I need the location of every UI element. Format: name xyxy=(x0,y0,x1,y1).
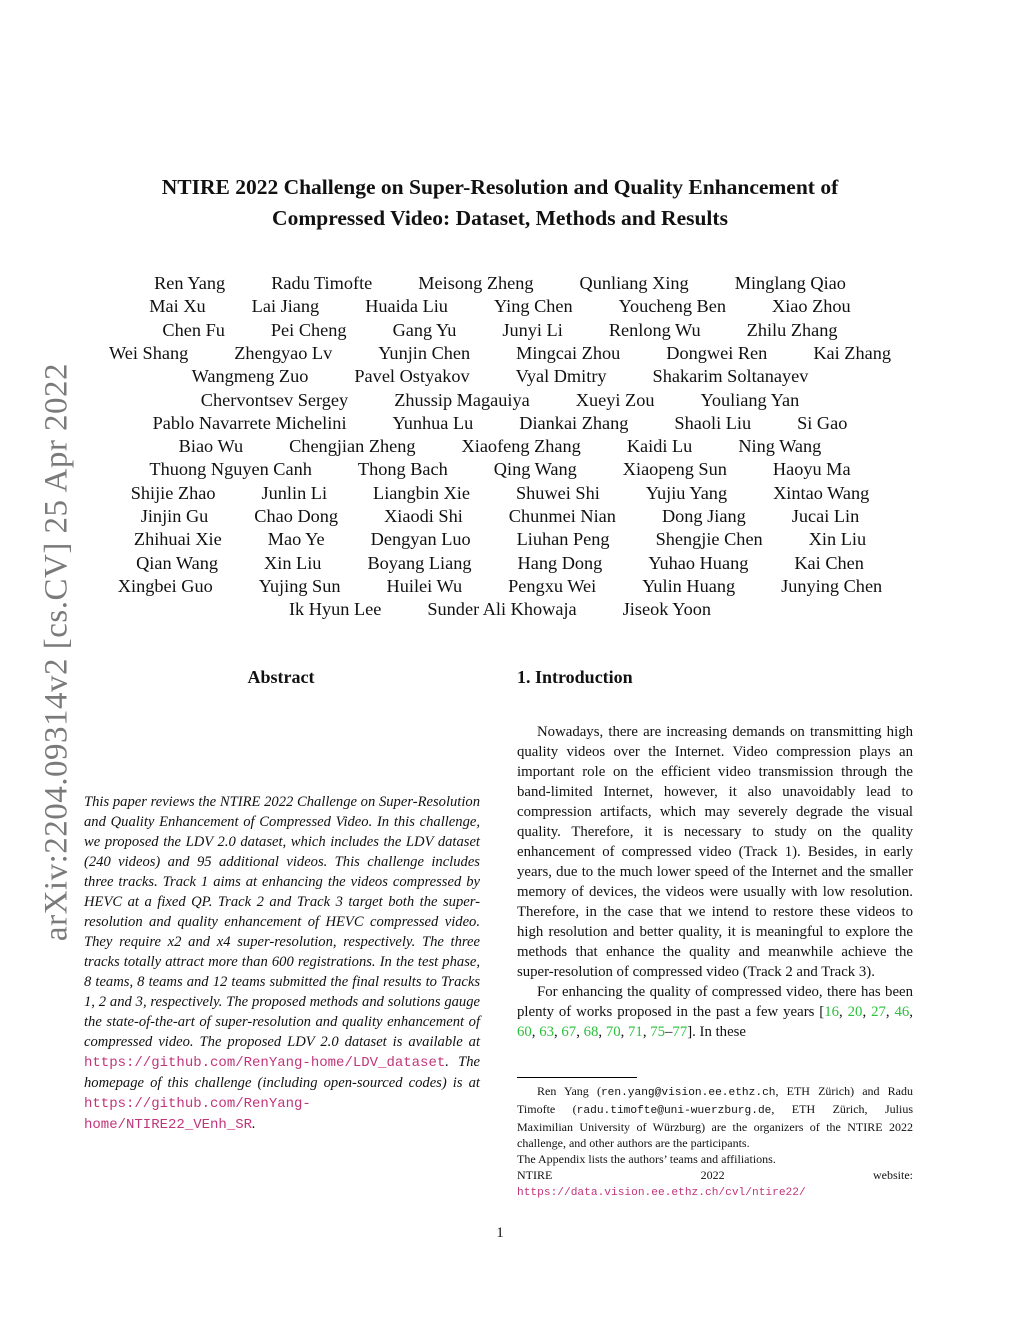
author-name: Chen Fu xyxy=(162,319,225,340)
author-name: Pei Cheng xyxy=(270,319,347,340)
author-name: Boyang Liang xyxy=(367,552,472,573)
author-name: Radu Timofte xyxy=(271,273,373,293)
author-name: Xiaodi Shi xyxy=(384,506,463,526)
author-name: Chengjian Zheng xyxy=(289,436,416,457)
author-name: Thong Bach xyxy=(357,459,448,480)
abstract-text: This paper reviews the NTIRE 2022 Challenge on Super-Resolution and Quality Enhancement of Compressed Video. In this challenge, we proposed the LDV 2.0 dataset, which includes the LDV dataset (240 videos) and 95 additional videos. This challenge includes three tracks. Track 1 aims at enhancing the videos compressed by HEVC at a fixed QP. Track 2 and Track 3 target both the super-resolution and quality enhancement of HEVC compressed video. They require x2 and x4 super-resolution, respectively. The three tracks totally attract more than 600 registrations. In the test phase, 8 teams, 8 teams and 12 teams submitted the final results to Tracks 1, 2 and 3, respectively. The proposed methods and solutions gauge the state-of-the-art of super-resolution and quality enhancement of compressed video. The proposed LDV 2.0 dataset is available at xyxy=(84,794,480,1050)
abstract-text-2: . The homepage of this challenge (including open-sourced codes) is at xyxy=(84,1054,480,1091)
author-name: Mai Xu xyxy=(149,296,206,317)
author-name: Jiseok Yoon xyxy=(622,599,712,620)
author-name: Ik Hyun Lee xyxy=(288,599,382,620)
abstract-heading: Abstract xyxy=(247,667,315,687)
arxiv-side-stamp: arXiv:2204.09314v2 [cs.CV] 25 Apr 2022 xyxy=(38,362,75,942)
author-row xyxy=(0,435,1000,457)
author-name: Ning Wang xyxy=(738,436,822,457)
author-row xyxy=(0,482,1000,504)
citation-link[interactable]: 46 xyxy=(894,1004,910,1020)
author-name: Pengxu Wei xyxy=(508,575,597,596)
author-row xyxy=(0,412,1000,434)
citation-link[interactable]: 77 xyxy=(672,1024,688,1040)
author-name: Qunliang Xing xyxy=(579,273,689,293)
citation-link[interactable]: 70 xyxy=(605,1024,621,1040)
footnote-rule xyxy=(517,1077,637,1078)
author-name: Junyi Li xyxy=(502,319,563,340)
author-name: Ying Chen xyxy=(493,296,573,317)
abstract-text-3: . xyxy=(252,1116,256,1132)
fn-website-label: NTIRE 2022 website: xyxy=(517,1168,913,1182)
homepage-link[interactable]: https://github.com/RenYang-home/NTIRE22_VEnh_SR xyxy=(84,1096,311,1133)
author-name: Chunmei Nian xyxy=(508,506,616,526)
author-name: Liangbin Xie xyxy=(373,482,470,503)
author-name: Chervontsev Sergey xyxy=(200,389,349,410)
author-row xyxy=(0,528,1000,550)
author-row xyxy=(0,598,1000,620)
author-name: Xiaopeng Sun xyxy=(622,459,727,480)
author-name: Xiaofeng Zhang xyxy=(461,436,581,457)
author-name: Dengyan Luo xyxy=(370,529,471,550)
author-name: Pablo Navarrete Michelini xyxy=(152,412,347,433)
author-name: Mao Ye xyxy=(267,529,325,550)
title-line-1: NTIRE 2022 Challenge on Super-Resolution and Quality Enhancement of xyxy=(161,175,839,199)
author-name: Youliang Yan xyxy=(700,389,800,410)
author-name: Yuhao Huang xyxy=(648,552,749,573)
citation-list: 16, 20, 27, 46, 60, 63, 67, 68, 70, 71, 75–77 xyxy=(517,1004,913,1040)
author-row xyxy=(0,342,1000,364)
author-name: Wangmeng Zuo xyxy=(191,366,309,387)
citation-link[interactable]: 27 xyxy=(871,1004,886,1020)
author-name: Zhengyao Lv xyxy=(234,342,333,363)
author-name: Yujiu Yang xyxy=(645,482,728,503)
author-name: Huaida Liu xyxy=(365,296,448,317)
author-name: Xingbei Guo xyxy=(117,575,213,596)
author-row xyxy=(0,365,1000,387)
author-name: Gang Yu xyxy=(392,319,457,340)
introduction-heading: 1. Introduction xyxy=(517,667,633,687)
author-name: Hang Dong xyxy=(517,552,603,573)
author-name: Xin Liu xyxy=(264,552,322,573)
author-name: Zhussip Magauiya xyxy=(394,389,530,410)
citation-link[interactable]: 75 xyxy=(650,1024,666,1040)
fn-text: , ETH Zürich, Julius Maximilian University of Würzburg) are the organizers of the NTIRE 2022 challenge, and other authors are the participants. xyxy=(517,1102,913,1150)
author-name: Shakarim Soltanayev xyxy=(652,366,809,387)
citation-link[interactable]: 20 xyxy=(847,1004,863,1020)
email-radu-timofte[interactable]: radu.timofte@uni-wuerzburg.de xyxy=(576,1105,772,1117)
author-name: Pavel Ostyakov xyxy=(354,366,470,387)
author-name: Xin Liu xyxy=(808,529,867,550)
title-line-2: Compressed Video: Dataset, Methods and Results xyxy=(272,206,728,230)
intro-paragraph-2-end: ]. In these xyxy=(687,1024,746,1040)
author-name: Si Gao xyxy=(797,412,848,433)
author-name: Yulin Huang xyxy=(642,575,736,596)
fn-text: Ren Yang ( xyxy=(537,1084,601,1098)
author-row xyxy=(0,389,1000,411)
author-name: Dong Jiang xyxy=(661,506,746,526)
paper-title xyxy=(0,172,1000,234)
author-row xyxy=(0,458,1000,480)
author-name: Wei Shang xyxy=(109,342,189,363)
author-name: Junlin Li xyxy=(261,482,328,503)
author-name: Xintao Wang xyxy=(773,482,870,503)
author-name: Kai Chen xyxy=(794,552,864,573)
author-row xyxy=(0,272,1000,294)
author-name: Haoyu Ma xyxy=(772,459,851,480)
author-row xyxy=(0,295,1000,317)
footnotes xyxy=(517,1083,913,1201)
author-name: Renlong Wu xyxy=(608,319,701,340)
introduction-body xyxy=(517,722,913,1042)
footnote-organizers xyxy=(517,1083,913,1151)
author-row xyxy=(0,575,1000,597)
author-name: Yunhua Lu xyxy=(392,412,474,433)
author-name: Xiao Zhou xyxy=(772,296,851,317)
author-name: Youcheng Ben xyxy=(618,296,726,317)
ntire-website-link[interactable]: https://data.vision.ee.ethz.ch/cvl/ntire22/ xyxy=(517,1187,806,1199)
author-name: Meisong Zheng xyxy=(418,273,534,293)
citation-link[interactable]: 68 xyxy=(583,1024,599,1040)
intro-paragraph-2-text: For enhancing the quality of compressed video, there has been plenty of works proposed in the past a few years [ xyxy=(517,984,913,1020)
author-name: Diankai Zhang xyxy=(519,412,629,433)
author-name: Biao Wu xyxy=(178,436,244,457)
citation-link[interactable]: 71 xyxy=(628,1024,643,1040)
author-name: Kaidi Lu xyxy=(626,436,693,457)
author-name: Dongwei Ren xyxy=(666,342,768,363)
author-name: Xueyi Zou xyxy=(575,389,655,410)
citation-link[interactable]: 16 xyxy=(824,1004,840,1020)
author-name: Kai Zhang xyxy=(813,342,891,363)
abstract-body xyxy=(84,792,480,1135)
author-name: Jucai Lin xyxy=(791,506,860,526)
citation-link[interactable]: 63 xyxy=(539,1024,554,1040)
author-name: Chao Dong xyxy=(254,506,339,526)
citation-link[interactable]: 67 xyxy=(561,1024,577,1040)
citation-link[interactable]: 60 xyxy=(517,1024,532,1040)
author-name: Sunder Ali Khowaja xyxy=(427,599,577,620)
intro-paragraph-1: Nowadays, there are increasing demands on transmitting high quality videos over the Internet. Video compression plays an important role on the efficient video transmission through the band-limited Internet, however, it also unavoidably lead to compression artifacts, which may severely degrade the visual quality. Therefore, it is necessary to study on the quality enhancement of compressed video (Track 1). Besides, in early years, due to the much lower speed of the Internet and the smaller memory of devices, the videos were usually with low resolution. Therefore, in the case that we intend to restore these videos to high resolution and better quality, it is meaningful to explore the methods that enhance the quality and meanwhile achieve the super-resolution of compressed video (Track 2 and Track 3). xyxy=(517,724,913,980)
intro-paragraph-2 xyxy=(517,982,913,1042)
author-row xyxy=(0,552,1000,574)
author-name: Vyal Dmitry xyxy=(515,366,607,387)
author-name: Junying Chen xyxy=(781,575,883,596)
author-name: Thuong Nguyen Canh xyxy=(149,459,312,480)
author-name: Shijie Zhao xyxy=(130,482,216,503)
email-ren-yang[interactable]: ren.yang@vision.ee.ethz.ch xyxy=(600,1087,776,1099)
author-row xyxy=(0,319,1000,341)
author-name: Zhihuai Xie xyxy=(133,529,222,550)
fn-text: , ETH Zürich) and Radu Timofte ( xyxy=(517,1084,913,1116)
author-name: Qian Wang xyxy=(136,552,219,573)
author-name: Lai Jiang xyxy=(251,296,320,317)
author-name: Zhilu Zhang xyxy=(746,319,838,340)
author-name: Yunjin Chen xyxy=(378,342,471,363)
author-name: Jinjin Gu xyxy=(140,506,209,526)
author-name: Huilei Wu xyxy=(386,575,463,596)
author-name: Shengjie Chen xyxy=(655,529,763,550)
author-name: Ren Yang xyxy=(154,273,226,293)
footnote-website xyxy=(517,1167,913,1201)
author-name: Mingcai Zhou xyxy=(516,342,621,363)
author-name: Shaoli Liu xyxy=(674,412,752,433)
dataset-link[interactable]: https://github.com/RenYang-home/LDV_dataset xyxy=(84,1055,446,1071)
author-name: Minglang Qiao xyxy=(734,273,846,293)
author-name: Shuwei Shi xyxy=(516,482,600,503)
page-number: 1 xyxy=(496,1225,504,1241)
author-name: Qing Wang xyxy=(493,459,577,480)
author-row xyxy=(0,505,1000,527)
author-name: Yujing Sun xyxy=(258,575,341,596)
footnote-appendix: The Appendix lists the authors’ teams and affiliations. xyxy=(517,1152,776,1166)
author-name: Liuhan Peng xyxy=(516,529,610,550)
